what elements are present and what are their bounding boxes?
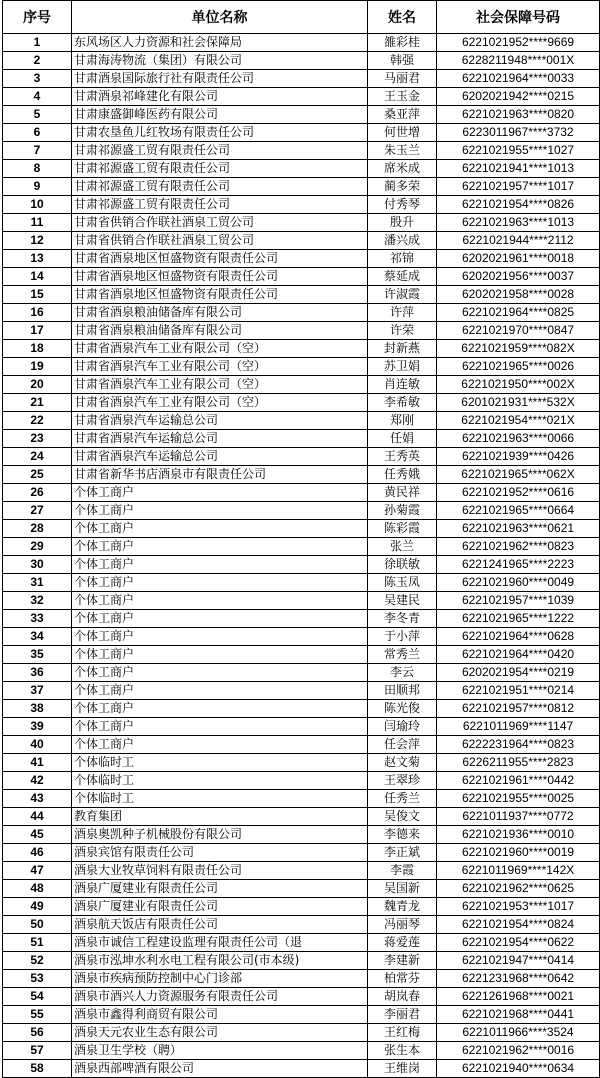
social-security-number: 6221021953****1017 xyxy=(437,898,600,916)
table-row xyxy=(3,88,600,106)
table-row xyxy=(3,340,600,358)
table-row xyxy=(3,70,600,88)
social-security-number: 6221021965****1222 xyxy=(437,610,600,628)
social-security-number: 6221261968****0021 xyxy=(437,988,600,1006)
row-index: 9 xyxy=(3,178,72,196)
unit-name: 个体工商户 xyxy=(72,592,368,610)
unit-name: 酒泉天元农业生态有限公司 xyxy=(72,1024,368,1042)
table-row xyxy=(3,574,600,592)
row-index: 33 xyxy=(3,610,72,628)
table-row xyxy=(3,772,600,790)
social-security-number: 6221021965****062X xyxy=(437,466,600,484)
unit-name: 酒泉市诚信工程建设监理有限责任公司（退 xyxy=(72,934,368,952)
table-row xyxy=(3,628,600,646)
social-security-number: 6221021962****0625 xyxy=(437,880,600,898)
social-security-number: 6221021939****0426 xyxy=(437,448,600,466)
social-security-number: 6202021958****0028 xyxy=(437,286,600,304)
table-row xyxy=(3,952,600,970)
row-index: 35 xyxy=(3,646,72,664)
social-security-number: 6221021962****0823 xyxy=(437,538,600,556)
table-body xyxy=(3,34,600,1078)
unit-name: 甘肃省酒泉汽车工业有限公司（空） xyxy=(72,358,368,376)
table-row xyxy=(3,358,600,376)
row-index: 27 xyxy=(3,502,72,520)
row-index: 15 xyxy=(3,286,72,304)
unit-name: 甘肃省酒泉汽车运输总公司 xyxy=(72,430,368,448)
table-row xyxy=(3,916,600,934)
social-security-number: 6221021960****0049 xyxy=(437,574,600,592)
row-index: 41 xyxy=(3,754,72,772)
table-row xyxy=(3,754,600,772)
person-name: 任秀兰 xyxy=(368,790,437,808)
row-index: 28 xyxy=(3,520,72,538)
person-name: 朱玉兰 xyxy=(368,142,437,160)
person-name: 韩强 xyxy=(368,52,437,70)
person-name: 魏青龙 xyxy=(368,898,437,916)
person-name: 王秀英 xyxy=(368,448,437,466)
unit-name: 酒泉市泓坤水利水电工程有限公司(市本级) xyxy=(72,952,368,970)
table-row xyxy=(3,520,600,538)
unit-name: 甘肃酒泉国际旅行社有限责任公司 xyxy=(72,70,368,88)
row-index: 31 xyxy=(3,574,72,592)
table-row xyxy=(3,484,600,502)
social-security-number: 6221021963****1013 xyxy=(437,214,600,232)
person-name: 李丽君 xyxy=(368,1006,437,1024)
table-row xyxy=(3,394,600,412)
person-name: 李德来 xyxy=(368,826,437,844)
social-security-number: 6221021961****0442 xyxy=(437,772,600,790)
header-social-security-number: 社会保障号码 xyxy=(437,1,600,34)
table-row xyxy=(3,250,600,268)
unit-name: 个体工商户 xyxy=(72,574,368,592)
social-security-number: 6221021957****0812 xyxy=(437,700,600,718)
table-row xyxy=(3,1042,600,1060)
person-name: 蔺多荣 xyxy=(368,178,437,196)
row-index: 32 xyxy=(3,592,72,610)
social-security-number: 6221021940****0634 xyxy=(437,1060,600,1078)
table-row xyxy=(3,556,600,574)
person-name: 胡岚春 xyxy=(368,988,437,1006)
row-index: 12 xyxy=(3,232,72,250)
table-row xyxy=(3,430,600,448)
person-name: 徐联敏 xyxy=(368,556,437,574)
header-unit-name: 单位名称 xyxy=(72,1,368,34)
table-row xyxy=(3,610,600,628)
social-security-number: 6221021964****0420 xyxy=(437,646,600,664)
social-security-number: 6221021964****0628 xyxy=(437,628,600,646)
row-index: 51 xyxy=(3,934,72,952)
row-index: 34 xyxy=(3,628,72,646)
table-row xyxy=(3,592,600,610)
table-row xyxy=(3,790,600,808)
unit-name: 酒泉市酒兴人力资源服务有限责任公司 xyxy=(72,988,368,1006)
table-row xyxy=(3,412,600,430)
social-security-number: 6221021954****0824 xyxy=(437,916,600,934)
person-name: 郑刚 xyxy=(368,412,437,430)
table-row xyxy=(3,304,600,322)
row-index: 42 xyxy=(3,772,72,790)
person-name: 田顺邦 xyxy=(368,682,437,700)
person-name: 李冬青 xyxy=(368,610,437,628)
person-name: 常秀兰 xyxy=(368,646,437,664)
person-name: 任娟 xyxy=(368,430,437,448)
social-security-number: 6202021961****0018 xyxy=(437,250,600,268)
unit-name: 个体工商户 xyxy=(72,538,368,556)
row-index: 5 xyxy=(3,106,72,124)
social-security-number: 6221241965****2223 xyxy=(437,556,600,574)
table-row xyxy=(3,988,600,1006)
unit-name: 甘肃康盛御峰医药有限公司 xyxy=(72,106,368,124)
unit-name: 酒泉航天饭店有限责任公司 xyxy=(72,916,368,934)
social-security-number: 6221021954****0826 xyxy=(437,196,600,214)
person-name: 何世增 xyxy=(368,124,437,142)
table-row xyxy=(3,376,600,394)
row-index: 38 xyxy=(3,700,72,718)
unit-name: 酒泉广厦建业有限责任公司 xyxy=(72,898,368,916)
social-security-number: 6221021957****1039 xyxy=(437,592,600,610)
unit-name: 甘肃祁源盛工贸有限责任公司 xyxy=(72,160,368,178)
table-row xyxy=(3,646,600,664)
row-index: 49 xyxy=(3,898,72,916)
person-name: 王翠珍 xyxy=(368,772,437,790)
table-row xyxy=(3,502,600,520)
row-index: 53 xyxy=(3,970,72,988)
unit-name: 甘肃省酒泉粮油储备库有限公司 xyxy=(72,304,368,322)
person-name: 雒彩桂 xyxy=(368,34,437,52)
unit-name: 个体工商户 xyxy=(72,628,368,646)
row-index: 20 xyxy=(3,376,72,394)
table-row xyxy=(3,700,600,718)
social-security-number: 6221021970****0847 xyxy=(437,322,600,340)
social-security-number: 6221021963****0621 xyxy=(437,520,600,538)
person-name: 祁锦 xyxy=(368,250,437,268)
social-security-number: 6228211948****001X xyxy=(437,52,600,70)
unit-name: 甘肃祁源盛工贸有限责任公司 xyxy=(72,142,368,160)
row-index: 2 xyxy=(3,52,72,70)
person-name: 吴俊文 xyxy=(368,808,437,826)
person-name: 王玉金 xyxy=(368,88,437,106)
social-security-number: 6221021965****0026 xyxy=(437,358,600,376)
social-security-number: 6221021954****0622 xyxy=(437,934,600,952)
table-row xyxy=(3,178,600,196)
unit-name: 甘肃酒泉祁峰建化有限公司 xyxy=(72,88,368,106)
unit-name: 个体临时工 xyxy=(72,772,368,790)
table-row xyxy=(3,286,600,304)
unit-name: 个体工商户 xyxy=(72,718,368,736)
row-index: 58 xyxy=(3,1060,72,1078)
social-security-number: 6221021960****0019 xyxy=(437,844,600,862)
person-name: 张生本 xyxy=(368,1042,437,1060)
social-security-number: 6221021952****0616 xyxy=(437,484,600,502)
unit-name: 个体工商户 xyxy=(72,700,368,718)
person-name: 于小萍 xyxy=(368,628,437,646)
header-person-name: 姓名 xyxy=(368,1,437,34)
social-security-number: 6221021936****0010 xyxy=(437,826,600,844)
row-index: 48 xyxy=(3,880,72,898)
social-security-number: 6202021942****0215 xyxy=(437,88,600,106)
person-name: 潘兴成 xyxy=(368,232,437,250)
row-index: 11 xyxy=(3,214,72,232)
social-security-number: 6221011969****142X xyxy=(437,862,600,880)
row-index: 46 xyxy=(3,844,72,862)
person-name: 王红梅 xyxy=(368,1024,437,1042)
person-name: 马丽君 xyxy=(368,70,437,88)
social-security-number: 6221021941****1013 xyxy=(437,160,600,178)
person-name: 闫瑜玲 xyxy=(368,718,437,736)
row-index: 16 xyxy=(3,304,72,322)
table-row xyxy=(3,682,600,700)
row-index: 19 xyxy=(3,358,72,376)
person-name: 席米成 xyxy=(368,160,437,178)
table-row xyxy=(3,160,600,178)
person-name: 许荣 xyxy=(368,322,437,340)
unit-name: 个体工商户 xyxy=(72,664,368,682)
unit-name: 甘肃省酒泉汽车运输总公司 xyxy=(72,448,368,466)
person-name: 李正斌 xyxy=(368,844,437,862)
social-security-number: 6221021955****0025 xyxy=(437,790,600,808)
row-index: 57 xyxy=(3,1042,72,1060)
table-row xyxy=(3,466,600,484)
social-security-number: 6221011937****0772 xyxy=(437,808,600,826)
table-row xyxy=(3,664,600,682)
unit-name: 个体工商户 xyxy=(72,646,368,664)
unit-name: 个体临时工 xyxy=(72,754,368,772)
unit-name: 个体工商户 xyxy=(72,736,368,754)
table-row xyxy=(3,1060,600,1078)
unit-name: 酒泉卫生学校（聘） xyxy=(72,1042,368,1060)
table-row xyxy=(3,1024,600,1042)
table-row xyxy=(3,538,600,556)
row-index: 40 xyxy=(3,736,72,754)
table-row xyxy=(3,124,600,142)
person-name: 李云 xyxy=(368,664,437,682)
row-index: 43 xyxy=(3,790,72,808)
social-security-number: 6221231968****0642 xyxy=(437,970,600,988)
row-index: 4 xyxy=(3,88,72,106)
unit-name: 酒泉市鑫得利商贸有限公司 xyxy=(72,1006,368,1024)
person-name: 冯丽琴 xyxy=(368,916,437,934)
person-name: 黄民祥 xyxy=(368,484,437,502)
person-name: 许萍 xyxy=(368,304,437,322)
row-index: 54 xyxy=(3,988,72,1006)
social-security-number: 6226211955****2823 xyxy=(437,754,600,772)
table-row xyxy=(3,322,600,340)
unit-name: 个体工商户 xyxy=(72,556,368,574)
table-row xyxy=(3,142,600,160)
table-row xyxy=(3,448,600,466)
person-name: 张兰 xyxy=(368,538,437,556)
person-name: 柏常芬 xyxy=(368,970,437,988)
table-row xyxy=(3,844,600,862)
person-name: 陈玉凤 xyxy=(368,574,437,592)
unit-name: 个体工商户 xyxy=(72,682,368,700)
person-name: 肖连敏 xyxy=(368,376,437,394)
social-security-number: 6202021954****0219 xyxy=(437,664,600,682)
social-security-number: 6221011966****3524 xyxy=(437,1024,600,1042)
table-row xyxy=(3,52,600,70)
person-name: 陈彩霞 xyxy=(368,520,437,538)
unit-name: 甘肃省新华书店酒泉市有限责任公司 xyxy=(72,466,368,484)
table-row xyxy=(3,214,600,232)
person-name: 吴国新 xyxy=(368,880,437,898)
row-index: 10 xyxy=(3,196,72,214)
social-security-number: 6221021944****2112 xyxy=(437,232,600,250)
table-row xyxy=(3,862,600,880)
social-security-number: 6221021965****0664 xyxy=(437,502,600,520)
social-security-number: 6221021951****0214 xyxy=(437,682,600,700)
table-row xyxy=(3,934,600,952)
data-table xyxy=(2,0,600,1078)
row-index: 17 xyxy=(3,322,72,340)
social-security-number: 6221021957****1017 xyxy=(437,178,600,196)
table-row xyxy=(3,808,600,826)
social-security-number: 6221021963****0820 xyxy=(437,106,600,124)
social-security-number: 6221021959****082X xyxy=(437,340,600,358)
unit-name: 甘肃省供销合作联社酒泉工贸公司 xyxy=(72,232,368,250)
person-name: 蔡延成 xyxy=(368,268,437,286)
row-index: 39 xyxy=(3,718,72,736)
table-row xyxy=(3,1006,600,1024)
person-name: 李建新 xyxy=(368,952,437,970)
person-name: 吴建民 xyxy=(368,592,437,610)
person-name: 封新燕 xyxy=(368,340,437,358)
table-row xyxy=(3,106,600,124)
person-name: 任秀娥 xyxy=(368,466,437,484)
row-index: 47 xyxy=(3,862,72,880)
row-index: 22 xyxy=(3,412,72,430)
person-name: 蒋爱莲 xyxy=(368,934,437,952)
social-security-number: 6221021963****0066 xyxy=(437,430,600,448)
unit-name: 甘肃省酒泉地区恒盛物资有限责任公司 xyxy=(72,250,368,268)
unit-name: 酒泉大业牧草饲料有限责任公司 xyxy=(72,862,368,880)
unit-name: 甘肃省酒泉汽车工业有限公司（空） xyxy=(72,394,368,412)
row-index: 13 xyxy=(3,250,72,268)
row-index: 36 xyxy=(3,664,72,682)
table-row xyxy=(3,898,600,916)
unit-name: 酒泉奥凯种子机械股份有限公司 xyxy=(72,826,368,844)
social-security-number: 6221011969****1147 xyxy=(437,718,600,736)
person-name: 李希敏 xyxy=(368,394,437,412)
social-security-number: 6221021955****1027 xyxy=(437,142,600,160)
unit-name: 个体工商户 xyxy=(72,520,368,538)
table-row xyxy=(3,268,600,286)
unit-name: 甘肃省供销合作联社酒泉工贸公司 xyxy=(72,214,368,232)
social-security-number: 6223011967****3732 xyxy=(437,124,600,142)
row-index: 29 xyxy=(3,538,72,556)
row-index: 24 xyxy=(3,448,72,466)
person-name: 桑亚萍 xyxy=(368,106,437,124)
row-index: 56 xyxy=(3,1024,72,1042)
header-index: 序号 xyxy=(3,1,72,34)
social-security-number: 6221021954****021X xyxy=(437,412,600,430)
unit-name: 酒泉市疾病预防控制中心门诊部 xyxy=(72,970,368,988)
unit-name: 甘肃省酒泉地区恒盛物资有限责任公司 xyxy=(72,268,368,286)
unit-name: 个体临时工 xyxy=(72,790,368,808)
table-row xyxy=(3,232,600,250)
unit-name: 甘肃祁源盛工贸有限责任公司 xyxy=(72,178,368,196)
row-index: 44 xyxy=(3,808,72,826)
person-name: 李霞 xyxy=(368,862,437,880)
row-index: 6 xyxy=(3,124,72,142)
unit-name: 甘肃农垦鱼儿红牧场有限责任公司 xyxy=(72,124,368,142)
person-name: 许淑霞 xyxy=(368,286,437,304)
table-row xyxy=(3,826,600,844)
person-name: 任会萍 xyxy=(368,736,437,754)
table-row xyxy=(3,880,600,898)
unit-name: 个体工商户 xyxy=(72,610,368,628)
person-name: 付秀琴 xyxy=(368,196,437,214)
person-name: 赵文菊 xyxy=(368,754,437,772)
table-row xyxy=(3,970,600,988)
row-index: 30 xyxy=(3,556,72,574)
unit-name: 甘肃省酒泉汽车工业有限公司（空） xyxy=(72,376,368,394)
unit-name: 酒泉广厦建业有限责任公司 xyxy=(72,880,368,898)
row-index: 23 xyxy=(3,430,72,448)
row-index: 25 xyxy=(3,466,72,484)
unit-name: 甘肃省酒泉汽车工业有限公司（空） xyxy=(72,340,368,358)
header-row xyxy=(3,1,600,34)
person-name: 陈光俊 xyxy=(368,700,437,718)
social-security-number: 6202021956****0037 xyxy=(437,268,600,286)
row-index: 45 xyxy=(3,826,72,844)
row-index: 3 xyxy=(3,70,72,88)
person-name: 苏卫娟 xyxy=(368,358,437,376)
social-security-number: 6221021947****0414 xyxy=(437,952,600,970)
row-index: 55 xyxy=(3,1006,72,1024)
row-index: 26 xyxy=(3,484,72,502)
social-security-number: 6221021964****0825 xyxy=(437,304,600,322)
social-security-number: 6201021931****532X xyxy=(437,394,600,412)
unit-name: 酒泉宾馆有限责任公司 xyxy=(72,844,368,862)
row-index: 18 xyxy=(3,340,72,358)
unit-name: 甘肃省酒泉地区恒盛物资有限责任公司 xyxy=(72,286,368,304)
unit-name: 酒泉西部啤酒有限公司 xyxy=(72,1060,368,1078)
row-index: 52 xyxy=(3,952,72,970)
row-index: 50 xyxy=(3,916,72,934)
row-index: 14 xyxy=(3,268,72,286)
table-row xyxy=(3,196,600,214)
unit-name: 甘肃省酒泉汽车运输总公司 xyxy=(72,412,368,430)
social-security-number: 6221021950****002X xyxy=(437,376,600,394)
unit-name: 个体工商户 xyxy=(72,484,368,502)
row-index: 8 xyxy=(3,160,72,178)
row-index: 37 xyxy=(3,682,72,700)
social-security-number: 6221021964****0033 xyxy=(437,70,600,88)
table-row xyxy=(3,34,600,52)
social-security-number: 6222231964****0823 xyxy=(437,736,600,754)
row-index: 21 xyxy=(3,394,72,412)
social-security-number: 6221021968****0441 xyxy=(437,1006,600,1024)
table-row xyxy=(3,736,600,754)
row-index: 7 xyxy=(3,142,72,160)
table-row xyxy=(3,718,600,736)
social-security-number: 6221021962****0016 xyxy=(437,1042,600,1060)
person-name: 殷升 xyxy=(368,214,437,232)
unit-name: 东风场区人力资源和社会保障局 xyxy=(72,34,368,52)
person-name: 王维岗 xyxy=(368,1060,437,1078)
person-name: 孙菊霞 xyxy=(368,502,437,520)
social-security-number: 6221021952****9669 xyxy=(437,34,600,52)
unit-name: 个体工商户 xyxy=(72,502,368,520)
unit-name: 甘肃省酒泉粮油储备库有限公司 xyxy=(72,322,368,340)
row-index: 1 xyxy=(3,34,72,52)
unit-name: 教育集团 xyxy=(72,808,368,826)
unit-name: 甘肃海涛物流（集团）有限公司 xyxy=(72,52,368,70)
unit-name: 甘肃祁源盛工贸有限责任公司 xyxy=(72,196,368,214)
